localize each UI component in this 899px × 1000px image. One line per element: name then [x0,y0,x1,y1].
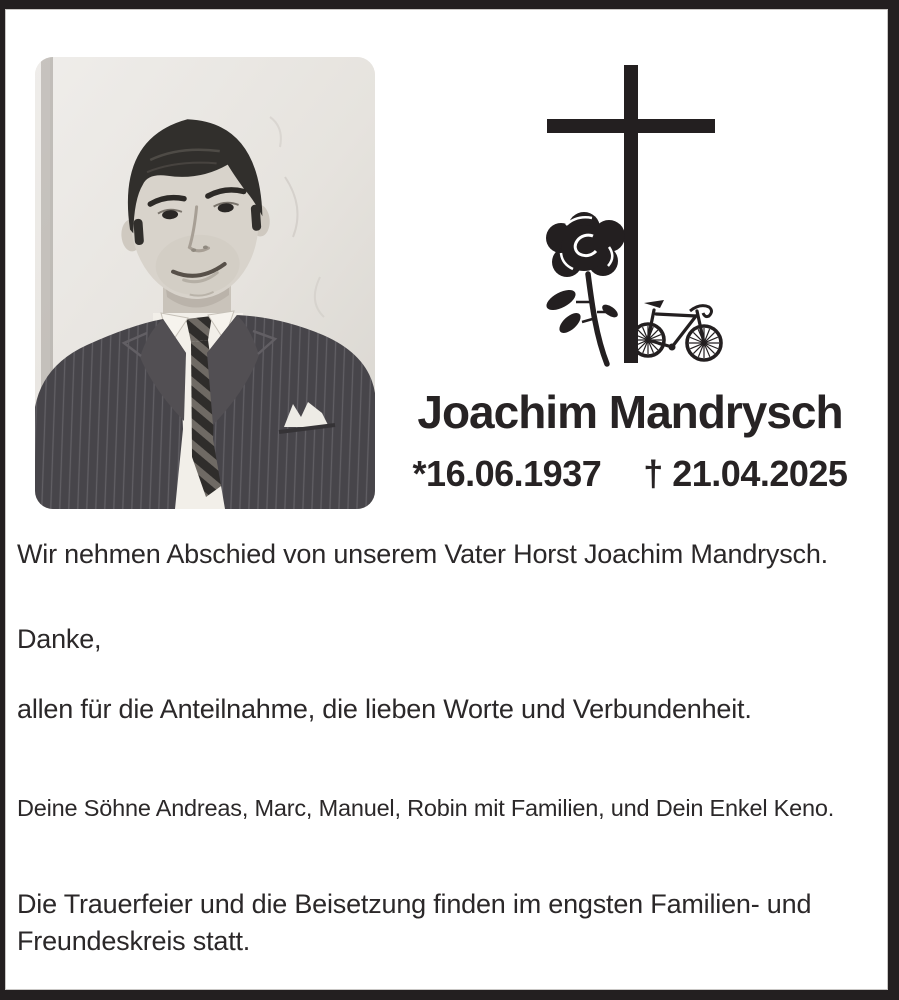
bicycle-icon [632,300,721,360]
funeral-line: Die Trauerfeier und die Beisetzung finden im engsten Familien- und Freundeskreis statt. [17,889,812,956]
farewell-line: Wir nehmen Abschied von unserem Vater Horst Joachim Mandrysch. [17,539,828,569]
life-dates [375,453,885,494]
memorial-graphic [520,50,760,380]
death-date: † 21.04.2025 [643,453,848,494]
portrait-illustration [35,57,375,509]
deceased-name: Joachim Mandrysch [417,386,843,438]
thanks-body-line: allen für die Anteilnahme, die lieben Worte und Verbundenheit. [17,694,752,724]
portrait-photo [35,57,375,509]
thanks-salutation: Danke, [17,624,102,654]
family-line: Deine Söhne Andreas, Marc, Manuel, Robin mit Familien, und Dein Enkel Keno. [17,795,835,821]
birth-date: *16.06.1937 [412,453,602,494]
rose-icon [543,212,625,364]
